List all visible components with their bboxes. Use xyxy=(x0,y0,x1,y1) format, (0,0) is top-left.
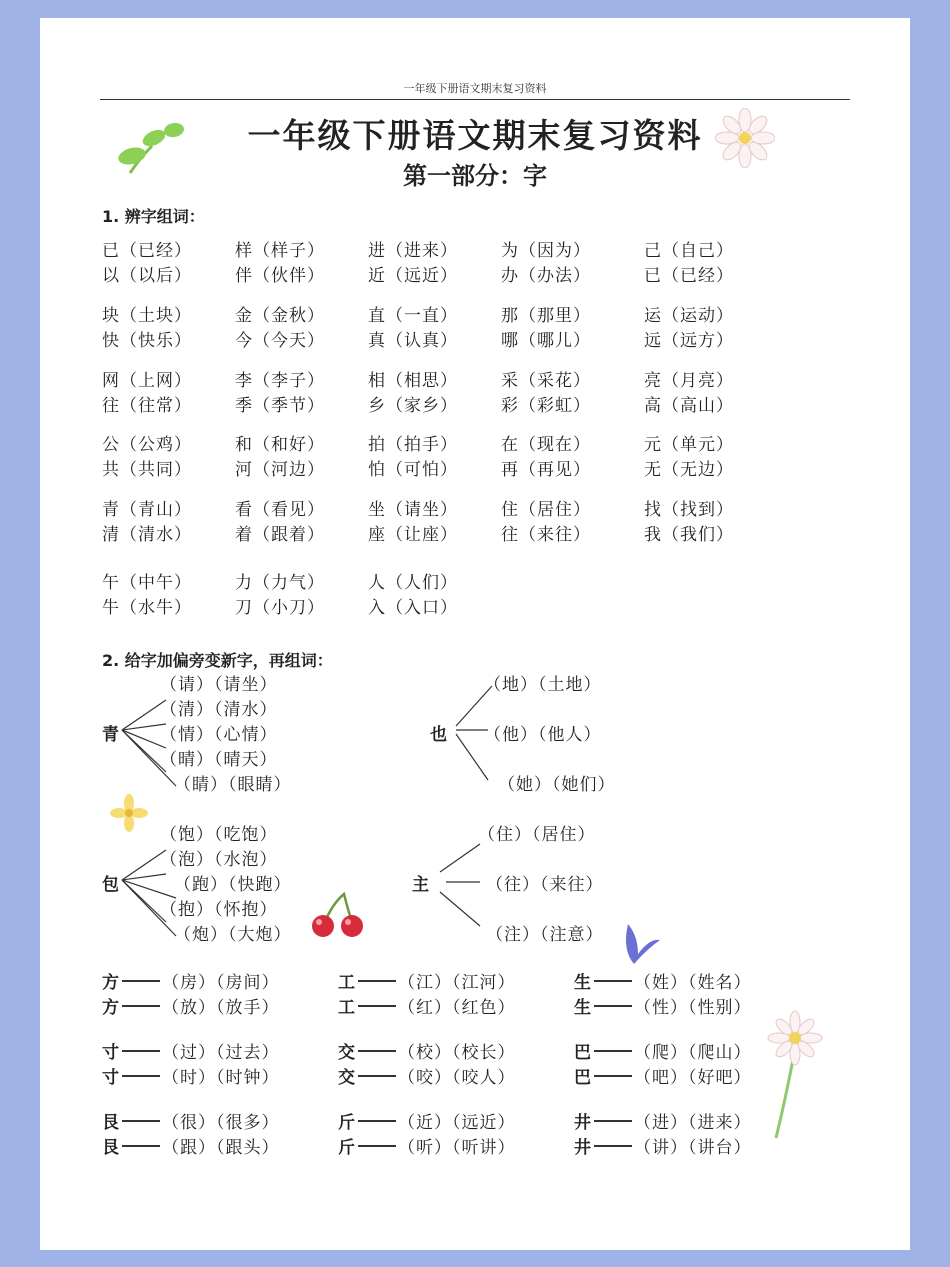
word-pair-entry: 网（上网） xyxy=(102,371,192,391)
word-pair-entry: 运（运动） xyxy=(644,306,734,326)
radical-stem: 艮 xyxy=(102,1113,119,1133)
word-pair-entry: 刀（小刀） xyxy=(235,598,325,618)
connector-line xyxy=(122,980,160,982)
word-pair-entry: 牛（水牛） xyxy=(102,598,192,618)
word-pair-entry: 金（金秋） xyxy=(235,306,325,326)
tree-item: （往）（来往） xyxy=(486,875,604,895)
word-pair-entry: 以（以后） xyxy=(102,266,192,286)
cherry-icon xyxy=(308,890,368,940)
tree-item: （睛）（眼睛） xyxy=(174,775,292,795)
connector-line xyxy=(122,1005,160,1007)
word-pair-entry: 伴（伙伴） xyxy=(235,266,325,286)
radical-stem: 井 xyxy=(574,1113,591,1133)
connector-line xyxy=(122,1050,160,1052)
radical-entry: （放）（放手） xyxy=(162,998,280,1018)
connector-line xyxy=(122,1145,160,1147)
word-pair-entry: 块（土块） xyxy=(102,306,192,326)
page-subtitle: 第一部分：字 xyxy=(403,161,547,190)
connector-line xyxy=(594,980,632,982)
radical-entry: （听）（听讲） xyxy=(398,1138,516,1158)
word-pair-entry: 清（清水） xyxy=(102,525,192,545)
radical-stem: 生 xyxy=(574,973,591,993)
word-pair-entry: 直（一直） xyxy=(368,306,458,326)
word-pair-entry: 那（那里） xyxy=(501,306,591,326)
radical-stem: 工 xyxy=(338,998,355,1018)
radical-stem: 巴 xyxy=(574,1043,591,1063)
radical-entry: （时）（时钟） xyxy=(162,1068,280,1088)
radical-stem: 井 xyxy=(574,1138,591,1158)
word-pair-entry: 共（共同） xyxy=(102,460,192,480)
heart-icon xyxy=(620,920,664,970)
radical-entry: （房）（房间） xyxy=(162,973,280,993)
word-pair-entry: 进（进来） xyxy=(368,241,458,261)
word-pair-entry: 我（我们） xyxy=(644,525,734,545)
radical-stem: 寸 xyxy=(102,1043,119,1063)
tree-item: （他）（他人） xyxy=(484,725,602,745)
word-pair-entry: 看（看见） xyxy=(235,500,325,520)
radical-stem: 生 xyxy=(574,998,591,1018)
word-pair-entry: 河（河边） xyxy=(235,460,325,480)
radical-stem: 交 xyxy=(338,1068,355,1088)
word-pair-entry: 力（力气） xyxy=(235,573,325,593)
radical-entry: （讲）（讲台） xyxy=(634,1138,752,1158)
radical-stem: 方 xyxy=(102,973,119,993)
radical-entry: （吧）（好吧） xyxy=(634,1068,752,1088)
word-pair-entry: 往（往常） xyxy=(102,396,192,416)
connector-line xyxy=(358,1050,396,1052)
tree-item: （请）（请坐） xyxy=(160,675,278,695)
tree-item: （地）（土地） xyxy=(484,675,602,695)
radical-stem: 交 xyxy=(338,1043,355,1063)
connector-line xyxy=(358,1145,396,1147)
radical-entry: （性）（性别） xyxy=(634,998,752,1018)
radical-entry: （很）（很多） xyxy=(162,1113,280,1133)
radical-stem: 寸 xyxy=(102,1068,119,1088)
word-pair-entry: 元（单元） xyxy=(644,435,734,455)
sprout-icon xyxy=(110,118,190,178)
tree-stem-qing: 青 xyxy=(102,725,119,745)
small-flower-icon xyxy=(104,793,154,833)
word-pair-entry: 已（已经） xyxy=(102,241,192,261)
tree-stem-ye: 也 xyxy=(430,725,447,745)
word-pair-entry: 公（公鸡） xyxy=(102,435,192,455)
connector-line xyxy=(358,1075,396,1077)
radical-stem: 艮 xyxy=(102,1138,119,1158)
word-pair-entry: 已（已经） xyxy=(644,266,734,286)
tree-item: （晴）（晴天） xyxy=(160,750,278,770)
tree-item: （她）（她们） xyxy=(498,775,616,795)
word-pair-entry: 午（中午） xyxy=(102,573,192,593)
word-pair-entry: 拍（拍手） xyxy=(368,435,458,455)
word-pair-entry: 和（和好） xyxy=(235,435,325,455)
word-pair-entry: 入（入口） xyxy=(368,598,458,618)
tree-item: （住）（居住） xyxy=(478,825,596,845)
word-pair-entry: 远（远方） xyxy=(644,331,734,351)
word-pair-entry: 季（季节） xyxy=(235,396,325,416)
document-page xyxy=(40,18,910,1250)
radical-entry: （爬）（爬山） xyxy=(634,1043,752,1063)
tree-stem-bao: 包 xyxy=(102,875,119,895)
tree-item: （情）（心情） xyxy=(160,725,278,745)
radical-stem: 斤 xyxy=(338,1138,355,1158)
word-pair-entry: 往（来往） xyxy=(501,525,591,545)
connector-line xyxy=(122,1075,160,1077)
connector-line xyxy=(594,1005,632,1007)
tree-item: （清）（清水） xyxy=(160,700,278,720)
tree-stem-zhu: 主 xyxy=(412,875,429,895)
radical-entry: （近）（远近） xyxy=(398,1113,516,1133)
connector-line xyxy=(358,1005,396,1007)
word-pair-entry: 住（居住） xyxy=(501,500,591,520)
word-pair-entry: 无（无边） xyxy=(644,460,734,480)
word-pair-entry: 座（让座） xyxy=(368,525,458,545)
radical-stem: 工 xyxy=(338,973,355,993)
word-pair-entry: 着（跟着） xyxy=(235,525,325,545)
radical-entry: （姓）（姓名） xyxy=(634,973,752,993)
connector-line xyxy=(122,1120,160,1122)
word-pair-entry: 怕（可怕） xyxy=(368,460,458,480)
tree-item: （跑）（快跑） xyxy=(174,875,292,895)
radical-entry: （江）（江河） xyxy=(398,973,516,993)
page-title: 一年级下册语文期末复习资料 xyxy=(247,116,703,155)
word-pair-entry: 近（远近） xyxy=(368,266,458,286)
word-pair-entry: 今（今天） xyxy=(235,331,325,351)
section-heading-2: 2. 给字加偏旁变新字，再组词： xyxy=(102,651,333,670)
tree-item: （炮）（大炮） xyxy=(174,925,292,945)
connector-line xyxy=(594,1120,632,1122)
tree-item: （饱）（吃饱） xyxy=(160,825,278,845)
word-pair-entry: 彩（彩虹） xyxy=(501,396,591,416)
connector-line xyxy=(594,1050,632,1052)
word-pair-entry: 坐（请坐） xyxy=(368,500,458,520)
word-pair-entry: 高（高山） xyxy=(644,396,734,416)
daisy-stem-icon xyxy=(760,1008,830,1148)
word-pair-entry: 己（自己） xyxy=(644,241,734,261)
connector-line xyxy=(358,1120,396,1122)
tree-item: （抱）（怀抱） xyxy=(160,900,278,920)
section-heading-1: 1. 辨字组词： xyxy=(102,207,205,226)
word-pair-entry: 为（因为） xyxy=(501,241,591,261)
word-pair-entry: 再（再见） xyxy=(501,460,591,480)
running-header: 一年级下册语文期末复习资料 xyxy=(100,80,850,100)
word-pair-entry: 李（李子） xyxy=(235,371,325,391)
radical-stem: 巴 xyxy=(574,1068,591,1088)
word-pair-entry: 亮（月亮） xyxy=(644,371,734,391)
tree-item: （泡）（水泡） xyxy=(160,850,278,870)
word-pair-entry: 快（快乐） xyxy=(102,331,192,351)
radical-entry: （红）（红色） xyxy=(398,998,516,1018)
word-pair-entry: 采（采花） xyxy=(501,371,591,391)
connector-line xyxy=(594,1075,632,1077)
word-pair-entry: 人（人们） xyxy=(368,573,458,593)
word-pair-entry: 哪（哪儿） xyxy=(501,331,591,351)
radical-entry: （过）（过去） xyxy=(162,1043,280,1063)
word-pair-entry: 在（现在） xyxy=(501,435,591,455)
radical-stem: 方 xyxy=(102,998,119,1018)
radical-entry: （咬）（咬人） xyxy=(398,1068,516,1088)
connector-line xyxy=(358,980,396,982)
word-pair-entry: 乡（家乡） xyxy=(368,396,458,416)
daisy-icon xyxy=(715,108,775,168)
word-pair-entry: 办（办法） xyxy=(501,266,591,286)
word-pair-entry: 样（样子） xyxy=(235,241,325,261)
radical-stem: 斤 xyxy=(338,1113,355,1133)
word-pair-entry: 找（找到） xyxy=(644,500,734,520)
word-pair-entry: 相（相思） xyxy=(368,371,458,391)
radical-entry: （校）（校长） xyxy=(398,1043,516,1063)
tree-item: （注）（注意） xyxy=(486,925,604,945)
radical-entry: （跟）（跟头） xyxy=(162,1138,280,1158)
radical-entry: （进）（进来） xyxy=(634,1113,752,1133)
connector-line xyxy=(594,1145,632,1147)
word-pair-entry: 真（认真） xyxy=(368,331,458,351)
word-pair-entry: 青（青山） xyxy=(102,500,192,520)
